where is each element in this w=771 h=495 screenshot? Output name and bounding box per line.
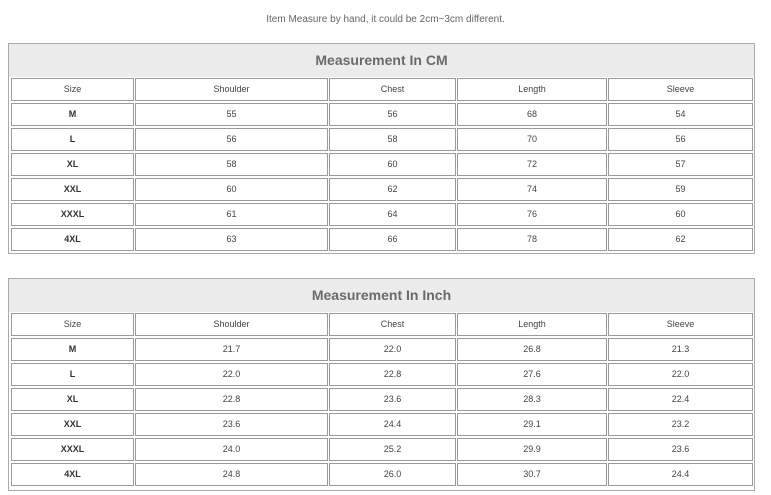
cell-shoulder: 24.0	[135, 438, 328, 461]
inch-measurement-table	[8, 278, 755, 491]
cell-chest: 23.6	[329, 388, 456, 411]
cell-length: 29.9	[457, 438, 607, 461]
cell-chest: 22.8	[329, 363, 456, 386]
cell-sleeve: 24.4	[608, 463, 753, 486]
cell-chest: 25.2	[329, 438, 456, 461]
cell-chest: 24.4	[329, 413, 456, 436]
cell-sleeve: 60	[608, 203, 753, 226]
cell-shoulder: 55	[135, 103, 328, 126]
cell-size: 4XL	[11, 463, 134, 486]
cell-shoulder: 58	[135, 153, 328, 176]
cell-chest: 22.0	[329, 338, 456, 361]
cell-sleeve: 23.6	[608, 438, 753, 461]
cell-length: 29.1	[457, 413, 607, 436]
header-sleeve: Sleeve	[608, 313, 753, 336]
cell-chest: 58	[329, 128, 456, 151]
cell-length: 70	[457, 128, 607, 151]
cell-size: XL	[11, 153, 134, 176]
cell-length: 26.8	[457, 338, 607, 361]
cell-size: XL	[11, 388, 134, 411]
cell-size: XXL	[11, 413, 134, 436]
header-length: Length	[457, 78, 607, 101]
cell-length: 74	[457, 178, 607, 201]
cell-shoulder: 61	[135, 203, 328, 226]
header-shoulder: Shoulder	[135, 313, 328, 336]
cell-length: 30.7	[457, 463, 607, 486]
cell-size: L	[11, 128, 134, 151]
measurement-note: Item Measure by hand, it could be 2cm~3cm different.	[266, 14, 505, 25]
cell-chest: 56	[329, 103, 456, 126]
cell-chest: 26.0	[329, 463, 456, 486]
cell-shoulder: 63	[135, 228, 328, 251]
header-chest: Chest	[329, 313, 456, 336]
table-title: Measurement In Inch	[9, 279, 754, 312]
cell-shoulder: 21.7	[135, 338, 328, 361]
cell-shoulder: 24.8	[135, 463, 328, 486]
header-size: Size	[11, 313, 134, 336]
cell-sleeve: 59	[608, 178, 753, 201]
cell-length: 68	[457, 103, 607, 126]
cm-measurement-table	[8, 43, 755, 254]
cell-size: XXL	[11, 178, 134, 201]
cell-sleeve: 23.2	[608, 413, 753, 436]
cell-sleeve: 56	[608, 128, 753, 151]
header-chest: Chest	[329, 78, 456, 101]
cell-chest: 66	[329, 228, 456, 251]
cell-size: XXXL	[11, 203, 134, 226]
cell-chest: 64	[329, 203, 456, 226]
cell-shoulder: 56	[135, 128, 328, 151]
header-size: Size	[11, 78, 134, 101]
cell-chest: 60	[329, 153, 456, 176]
cell-length: 76	[457, 203, 607, 226]
cell-length: 27.6	[457, 363, 607, 386]
cell-shoulder: 22.0	[135, 363, 328, 386]
cell-shoulder: 60	[135, 178, 328, 201]
cell-sleeve: 62	[608, 228, 753, 251]
cell-size: L	[11, 363, 134, 386]
cell-sleeve: 22.0	[608, 363, 753, 386]
header-sleeve: Sleeve	[608, 78, 753, 101]
cell-size: M	[11, 103, 134, 126]
cell-sleeve: 21.3	[608, 338, 753, 361]
cell-length: 28.3	[457, 388, 607, 411]
cell-size: XXXL	[11, 438, 134, 461]
cell-shoulder: 22.8	[135, 388, 328, 411]
cell-chest: 62	[329, 178, 456, 201]
cell-sleeve: 22.4	[608, 388, 753, 411]
cell-size: M	[11, 338, 134, 361]
header-length: Length	[457, 313, 607, 336]
cell-length: 78	[457, 228, 607, 251]
table-title: Measurement In CM	[9, 44, 754, 77]
cell-length: 72	[457, 153, 607, 176]
cell-sleeve: 54	[608, 103, 753, 126]
cell-size: 4XL	[11, 228, 134, 251]
cell-shoulder: 23.6	[135, 413, 328, 436]
header-shoulder: Shoulder	[135, 78, 328, 101]
cell-sleeve: 57	[608, 153, 753, 176]
